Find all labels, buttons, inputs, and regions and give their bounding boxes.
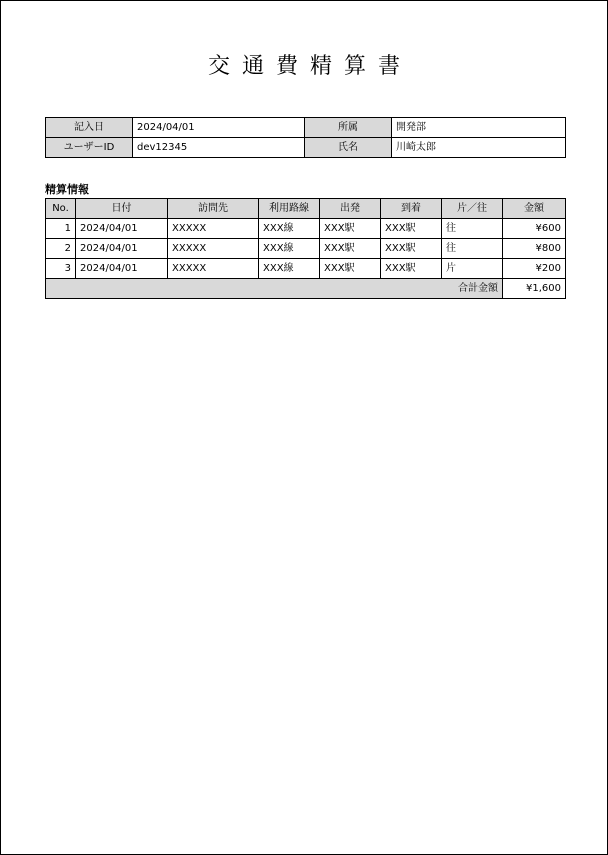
row-departure: XXX駅 bbox=[320, 239, 381, 259]
row-amount: ¥600 bbox=[503, 219, 566, 239]
department-value: 開発部 bbox=[392, 118, 566, 138]
section-title: 精算情報 bbox=[45, 183, 89, 196]
user-id-label: ユーザーID bbox=[46, 138, 133, 158]
row-no: 2 bbox=[46, 239, 76, 259]
row-amount: ¥800 bbox=[503, 239, 566, 259]
document-title: 交通費精算書 bbox=[207, 54, 412, 79]
row-date: 2024/04/01 bbox=[76, 259, 168, 279]
row-date: 2024/04/01 bbox=[76, 239, 168, 259]
name-label: 氏名 bbox=[305, 138, 392, 158]
table-row bbox=[46, 219, 566, 239]
header-departure: 出発 bbox=[320, 199, 381, 219]
info-row bbox=[46, 118, 566, 138]
department-label: 所属 bbox=[305, 118, 392, 138]
name-value: 川崎太郎 bbox=[392, 138, 566, 158]
user-id-value: dev12345 bbox=[133, 138, 305, 158]
date-value: 2024/04/01 bbox=[133, 118, 305, 138]
header-date: 日付 bbox=[76, 199, 168, 219]
header-trip-type: 片／往 bbox=[442, 199, 503, 219]
row-trip-type: 片 bbox=[442, 259, 503, 279]
header-amount: 金額 bbox=[503, 199, 566, 219]
applicant-info-table bbox=[45, 117, 566, 158]
row-trip-type: 往 bbox=[442, 239, 503, 259]
row-amount: ¥200 bbox=[503, 259, 566, 279]
date-label: 記入日 bbox=[46, 118, 133, 138]
info-row bbox=[46, 138, 566, 158]
row-no: 1 bbox=[46, 219, 76, 239]
row-route: XXX線 bbox=[259, 219, 320, 239]
table-row bbox=[46, 239, 566, 259]
total-label: 合計金額 bbox=[46, 279, 503, 299]
row-destination: XXXXX bbox=[168, 259, 259, 279]
row-arrival: XXX駅 bbox=[381, 219, 442, 239]
row-arrival: XXX駅 bbox=[381, 239, 442, 259]
total-row bbox=[46, 279, 566, 299]
total-value: ¥1,600 bbox=[503, 279, 566, 299]
row-date: 2024/04/01 bbox=[76, 219, 168, 239]
row-trip-type: 往 bbox=[442, 219, 503, 239]
row-route: XXX線 bbox=[259, 239, 320, 259]
settlement-table bbox=[45, 198, 566, 299]
header-destination: 訪問先 bbox=[168, 199, 259, 219]
row-departure: XXX駅 bbox=[320, 259, 381, 279]
table-row bbox=[46, 259, 566, 279]
table-header-row bbox=[46, 199, 566, 219]
row-destination: XXXXX bbox=[168, 239, 259, 259]
row-departure: XXX駅 bbox=[320, 219, 381, 239]
row-route: XXX線 bbox=[259, 259, 320, 279]
header-arrival: 到着 bbox=[381, 199, 442, 219]
header-no: No. bbox=[46, 199, 76, 219]
header-route: 利用路線 bbox=[259, 199, 320, 219]
row-destination: XXXXX bbox=[168, 219, 259, 239]
row-arrival: XXX駅 bbox=[381, 259, 442, 279]
row-no: 3 bbox=[46, 259, 76, 279]
